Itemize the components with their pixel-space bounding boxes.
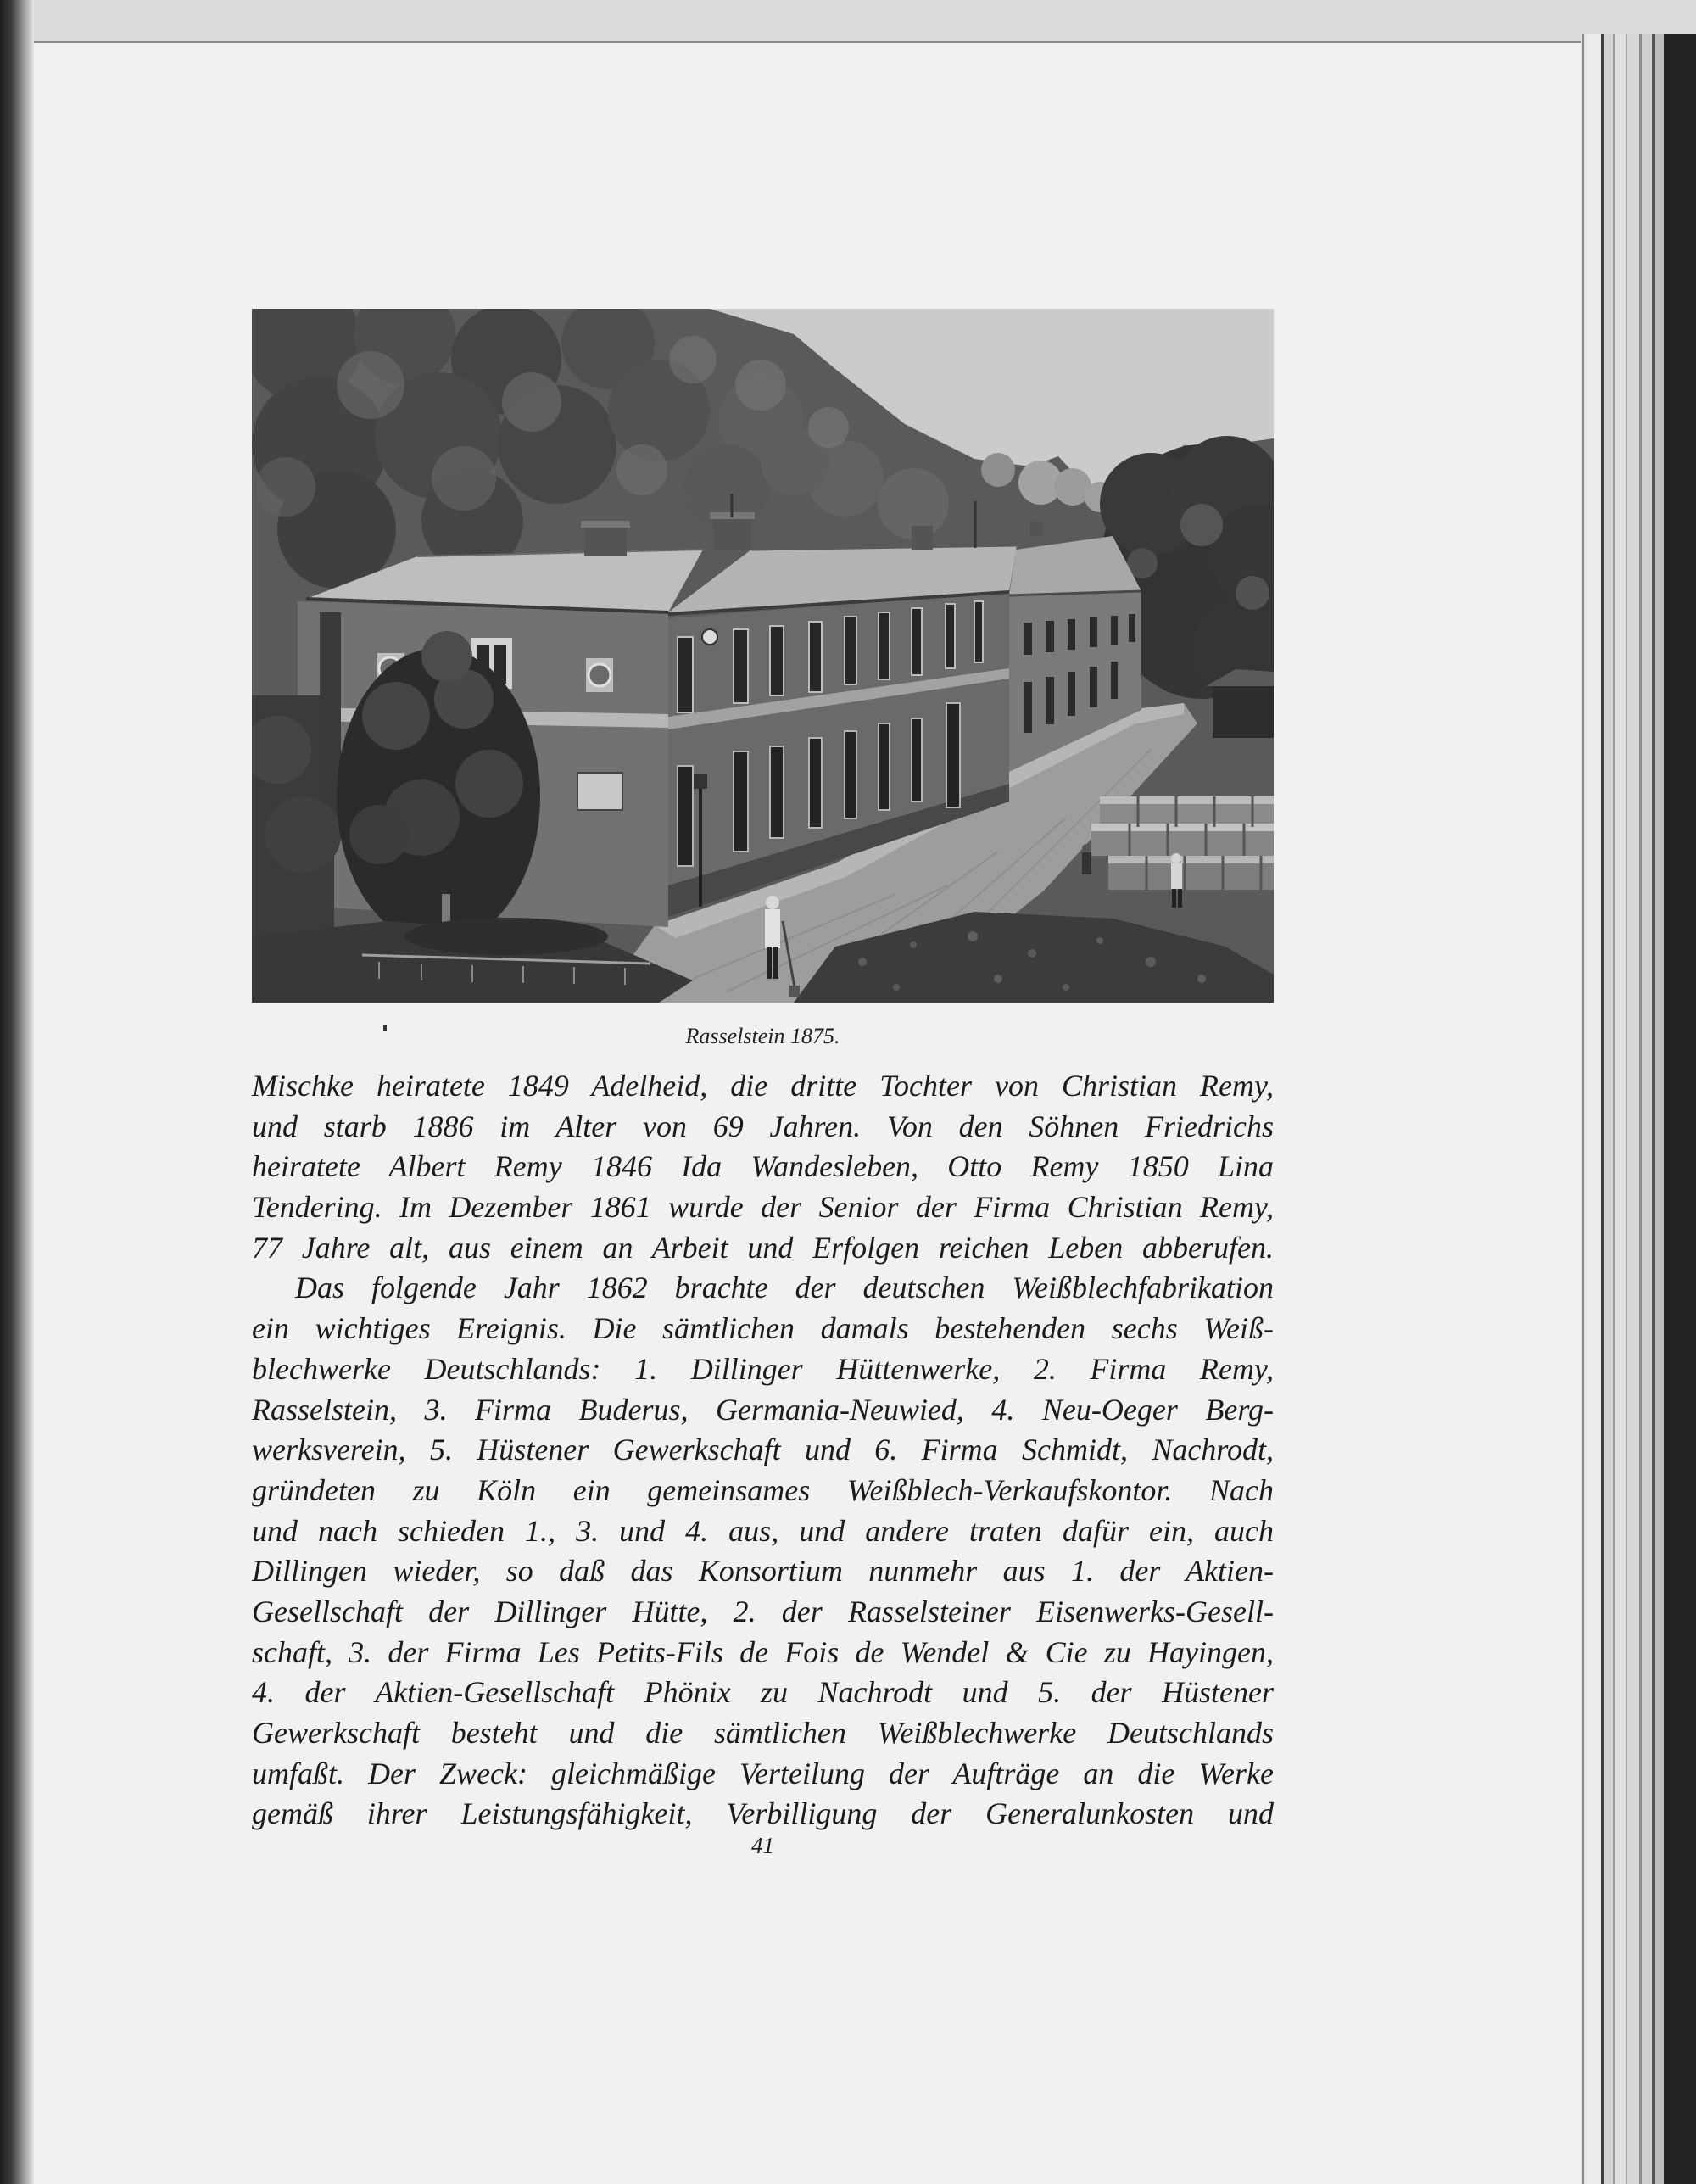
page-edge-line xyxy=(1586,34,1601,2184)
page-edge-line xyxy=(1604,34,1613,2184)
page-edges-stack xyxy=(1581,34,1696,2184)
body-line: gründeten zu Köln ein gemeinsames Weißblech-Verkaufskontor. Nach xyxy=(252,1472,1274,1507)
page-edge-line xyxy=(1642,34,1652,2184)
body-line: blechwerke Deutschlands: 1. Dillinger Hüttenwerke, 2. Firma Remy, xyxy=(252,1351,1274,1386)
body-line: und nach schieden 1., 3. und 4. aus, und andere traten dafür ein, auch xyxy=(252,1513,1274,1548)
body-line: Gewerkschaft besteht und die sämtlichen Weißblechwerke Deutschlands xyxy=(252,1716,1274,1750)
body-line: werksverein, 5. Hüstener Gewerkschaft und 6. Firma Schmidt, Nachrodt, xyxy=(252,1433,1274,1467)
body-line: 77 Jahre alt, aus einem an Arbeit und Erfolgen reichen Leben abberufen. xyxy=(252,1230,1274,1265)
page-edge-line xyxy=(1655,34,1664,2184)
body-line: gemäß ihrer Leistungsfähigkeit, Verbilligung der Generalunkosten und xyxy=(252,1796,1274,1831)
body-text xyxy=(252,1066,1274,1835)
page-edge-line xyxy=(1582,34,1584,2184)
book-binding-shadow xyxy=(0,0,34,2184)
body-line-paragraph-start: Das folgende Jahr 1862 brachte der deutschen Weißblechfabrikation xyxy=(295,1271,1274,1305)
page-number: 41 xyxy=(751,1833,774,1858)
body-line: umfaßt. Der Zweck: gleichmäßige Verteilung der Aufträge an die Werke xyxy=(252,1756,1274,1790)
photo-caption: Rasselstein 1875. xyxy=(685,1024,840,1048)
body-line: ein wichtiges Ereignis. Die sämtlichen damals bestehenden sechs Weiß- xyxy=(252,1311,1274,1346)
body-line: Mischke heiratete 1849 Adelheid, die dritte Tochter von Christian Remy, xyxy=(252,1069,1274,1103)
photo-clock xyxy=(702,629,717,645)
body-line: 4. der Aktien-Gesellschaft Phönix zu Nachrodt und 5. der Hüstener xyxy=(252,1675,1274,1710)
body-line: Tendering. Im Dezember 1861 wurde der Senior der Firma Christian Remy, xyxy=(252,1190,1274,1225)
page-top-edge xyxy=(25,41,1586,43)
scan-background-dark xyxy=(1664,34,1696,2184)
body-line: Gesellschaft der Dillinger Hütte, 2. der Rasselsteiner Eisenwerks-Gesell- xyxy=(252,1594,1274,1628)
body-line: Dillingen wieder, so daß das Konsortium nunmehr aus 1. der Aktien- xyxy=(252,1554,1274,1589)
body-line: schaft, 3. der Firma Les Petits-Fils de Fois de Wendel & Cie zu Hayingen, xyxy=(252,1634,1274,1669)
photo-rasselstein-1875 xyxy=(252,309,1274,1003)
photo-lumber-stacks xyxy=(1091,796,1274,890)
page-edge-line xyxy=(1615,34,1626,2184)
page-edge-line xyxy=(1627,34,1639,2184)
body-line: Rasselstein, 3. Firma Buderus, Germania-Neuwied, 4. Neu-Oeger Berg- xyxy=(252,1392,1274,1427)
scan-top-margin xyxy=(0,0,1696,44)
body-line: heiratete Albert Remy 1846 Ida Wandesleben, Otto Remy 1850 Lina xyxy=(252,1149,1274,1184)
body-line: und starb 1886 im Alter von 69 Jahren. Von den Söhnen Friedrichs xyxy=(252,1109,1274,1143)
photo-medallion xyxy=(589,664,611,686)
